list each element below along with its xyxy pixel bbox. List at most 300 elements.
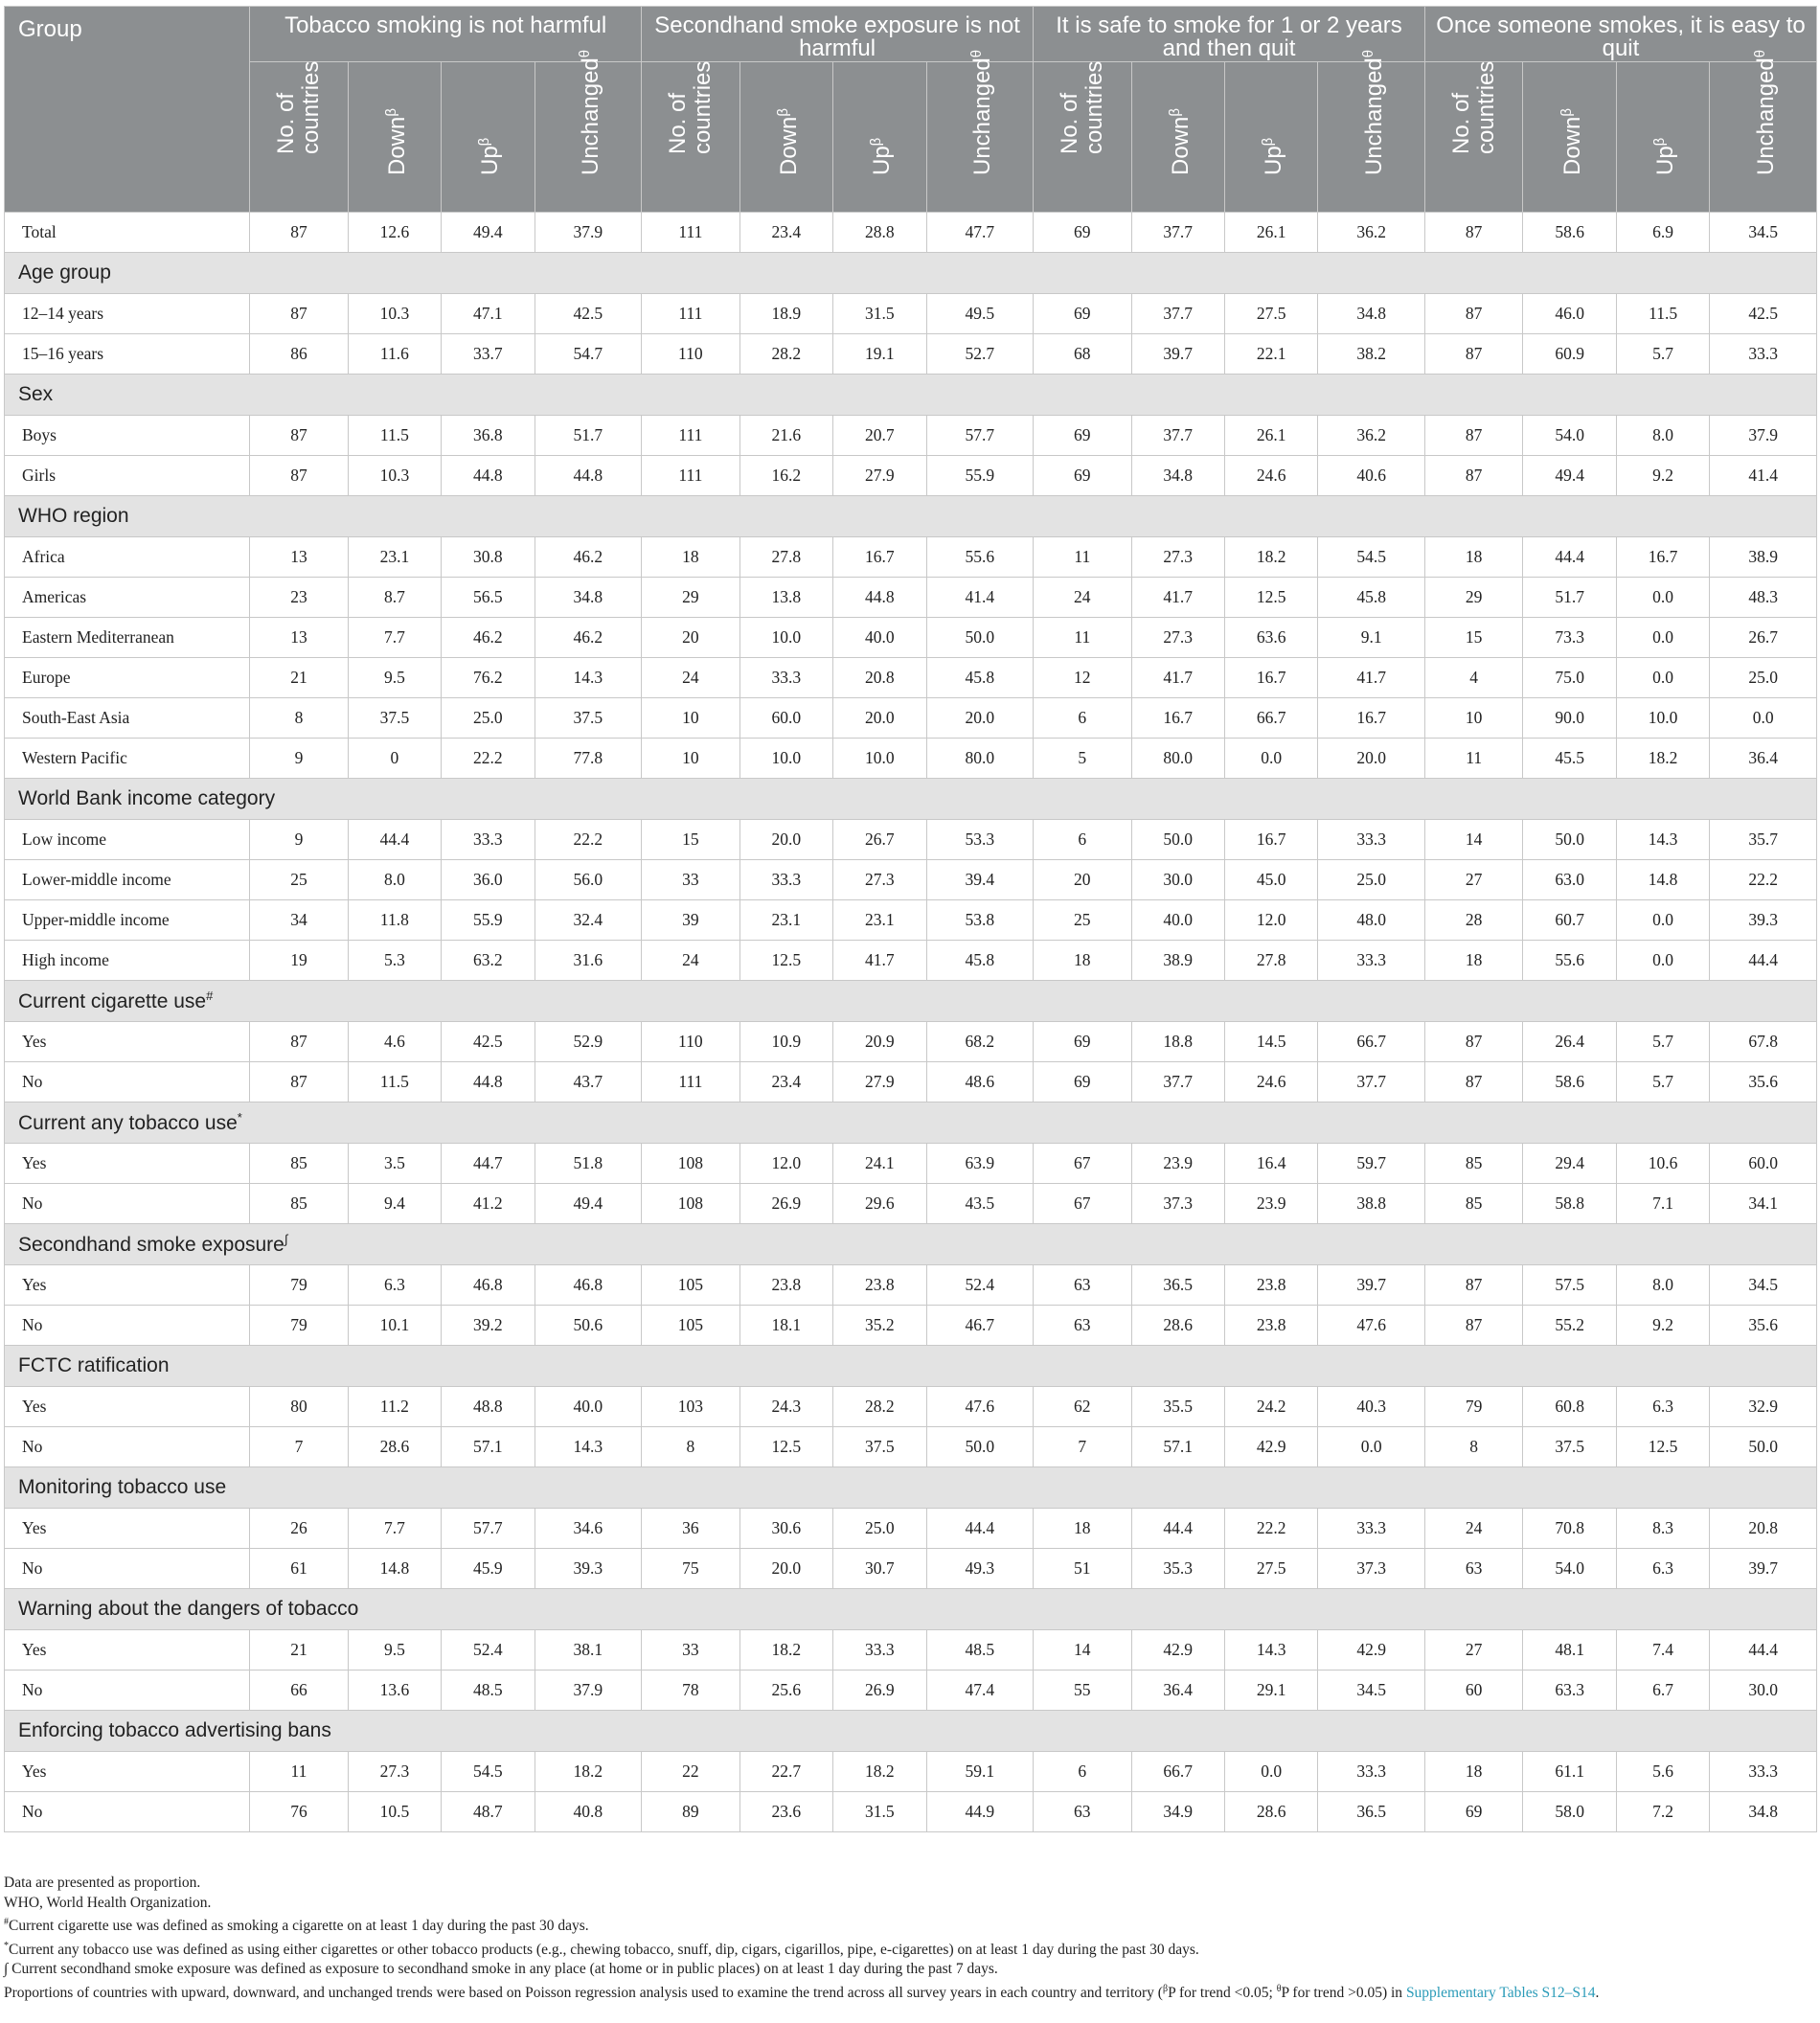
table-cell: 36.2	[1318, 213, 1425, 253]
supplementary-tables-link[interactable]: Supplementary Tables S12–S14	[1405, 1984, 1596, 2001]
table-cell: 0.0	[1616, 618, 1709, 658]
table-cell: 79	[1424, 1387, 1522, 1427]
table-cell: 85	[250, 1144, 348, 1184]
subcolumn-header	[1523, 62, 1616, 213]
table-row	[5, 416, 1817, 456]
table-cell: 8.0	[348, 860, 441, 900]
table-cell: 14	[1424, 820, 1522, 860]
table-cell: 69	[1034, 1022, 1131, 1062]
table-cell: 42.5	[442, 1022, 535, 1062]
table-cell: 20.0	[926, 698, 1034, 739]
table-cell: 79	[250, 1306, 348, 1346]
table-cell: 87	[1424, 1062, 1522, 1102]
table-cell: 5.7	[1616, 1022, 1709, 1062]
footnote-mark: β	[1162, 1983, 1169, 1994]
table-cell: 32.9	[1710, 1387, 1817, 1427]
footnote-mark: ∫	[4, 1961, 9, 1978]
table-cell: 29.6	[833, 1184, 926, 1224]
table-cell: 0.0	[1710, 698, 1817, 739]
table-cell: 16.7	[1318, 698, 1425, 739]
table-cell: 30.8	[442, 537, 535, 578]
section-title	[5, 1467, 1817, 1509]
table-cell: 28.2	[833, 1387, 926, 1427]
table-cell: 37.7	[1131, 213, 1224, 253]
table-cell: 37.7	[1318, 1062, 1425, 1102]
table-cell: 23.1	[739, 900, 832, 941]
table-cell: 38.2	[1318, 334, 1425, 375]
table-cell: 20	[642, 618, 739, 658]
table-cell: 16.7	[833, 537, 926, 578]
table-row	[5, 658, 1817, 698]
table-cell: 34.5	[1710, 1265, 1817, 1306]
table-cell: 53.3	[926, 820, 1034, 860]
table-cell: 9	[250, 820, 348, 860]
table-cell: 39.4	[926, 860, 1034, 900]
row-label: No	[5, 1062, 250, 1102]
table-cell: 58.6	[1523, 213, 1616, 253]
table-cell: 53.8	[926, 900, 1034, 941]
table-cell: 57.7	[926, 416, 1034, 456]
row-label: Girls	[5, 456, 250, 496]
table-cell: 87	[1424, 456, 1522, 496]
question-header: It is safe to smoke for 1 or 2 years and then quit	[1034, 7, 1425, 62]
table-cell: 110	[642, 334, 739, 375]
table-cell: 26.7	[1710, 618, 1817, 658]
table-row	[5, 1387, 1817, 1427]
table-cell: 8	[250, 698, 348, 739]
table-cell: 23.4	[739, 213, 832, 253]
subcolumn-header	[833, 62, 926, 213]
table-cell: 10.0	[833, 739, 926, 779]
table-cell: 23	[250, 578, 348, 618]
table-cell: 18	[1424, 941, 1522, 981]
row-label: 15–16 years	[5, 334, 250, 375]
section-row	[5, 496, 1817, 537]
table-cell: 15	[1424, 618, 1522, 658]
section-mark: #	[206, 989, 214, 1003]
table-cell: 41.2	[442, 1184, 535, 1224]
row-label: No	[5, 1184, 250, 1224]
table-cell: 22.2	[442, 739, 535, 779]
table-cell: 29	[1424, 578, 1522, 618]
table-cell: 63	[1034, 1265, 1131, 1306]
subcolumn-header	[1224, 62, 1317, 213]
table-cell: 37.9	[535, 213, 642, 253]
table-cell: 33.3	[1318, 1752, 1425, 1792]
table-cell: 31.5	[833, 1792, 926, 1832]
table-cell: 52.4	[442, 1630, 535, 1671]
table-cell: 24	[1034, 578, 1131, 618]
table-cell: 55.6	[1523, 941, 1616, 981]
table-cell: 48.3	[1710, 578, 1817, 618]
table-cell: 11	[1034, 618, 1131, 658]
table-row	[5, 1062, 1817, 1102]
table-cell: 42.9	[1318, 1630, 1425, 1671]
row-label: Yes	[5, 1509, 250, 1549]
row-label: Upper-middle income	[5, 900, 250, 941]
table-cell: 28.6	[1131, 1306, 1224, 1346]
table-cell: 8.0	[1616, 416, 1709, 456]
table-cell: 50.0	[1710, 1427, 1817, 1467]
table-cell: 0.0	[1318, 1427, 1425, 1467]
row-label: Yes	[5, 1144, 250, 1184]
table-cell: 34.5	[1710, 213, 1817, 253]
table-cell: 76	[250, 1792, 348, 1832]
table-cell: 27.5	[1224, 294, 1317, 334]
section-label: Warning about the dangers of tobacco	[18, 1598, 359, 1620]
table-cell: 18.1	[739, 1306, 832, 1346]
row-label: Yes	[5, 1387, 250, 1427]
table-cell: 111	[642, 456, 739, 496]
table-row	[5, 578, 1817, 618]
subcolumn-text: Down	[1167, 116, 1194, 175]
row-label: Yes	[5, 1265, 250, 1306]
table-cell: 52.9	[535, 1022, 642, 1062]
footnote-text: P for trend >0.05) in	[1281, 1984, 1406, 2001]
table-cell: 33.3	[833, 1630, 926, 1671]
table-cell: 7.4	[1616, 1630, 1709, 1671]
table-cell: 14.3	[1616, 820, 1709, 860]
table-cell: 44.4	[348, 820, 441, 860]
subcolumn-mark: θ	[1359, 49, 1376, 58]
table-cell: 60.9	[1523, 334, 1616, 375]
table-cell: 61	[250, 1549, 348, 1589]
subcolumn-text: No. of countries	[1056, 60, 1107, 154]
table-cell: 48.8	[442, 1387, 535, 1427]
table-cell: 50.6	[535, 1306, 642, 1346]
table-cell: 21.6	[739, 416, 832, 456]
table-cell: 26.1	[1224, 213, 1317, 253]
table-cell: 21	[250, 1630, 348, 1671]
table-cell: 18	[1424, 1752, 1522, 1792]
table-cell: 5.6	[1616, 1752, 1709, 1792]
table-cell: 27.9	[833, 456, 926, 496]
table-cell: 20.8	[833, 658, 926, 698]
table-cell: 66.7	[1224, 698, 1317, 739]
subcolumn-label	[1164, 108, 1193, 175]
subcolumn-mark: θ	[576, 49, 593, 58]
table-cell: 18	[1034, 941, 1131, 981]
table-cell: 12.5	[739, 1427, 832, 1467]
table-cell: 3.5	[348, 1144, 441, 1184]
table-row	[5, 618, 1817, 658]
table-cell: 49.5	[926, 294, 1034, 334]
row-label: Yes	[5, 1022, 250, 1062]
table-cell: 61.1	[1523, 1752, 1616, 1792]
table-cell: 34.8	[1131, 456, 1224, 496]
table-cell: 7.7	[348, 1509, 441, 1549]
table-cell: 0.0	[1616, 941, 1709, 981]
table-cell: 55	[1034, 1671, 1131, 1711]
table-row	[5, 334, 1817, 375]
table-cell: 24.6	[1224, 1062, 1317, 1102]
table-cell: 75	[642, 1549, 739, 1589]
table-cell: 33.3	[739, 658, 832, 698]
table-cell: 34.8	[1710, 1792, 1817, 1832]
table-cell: 33.3	[1710, 1752, 1817, 1792]
section-title	[5, 779, 1817, 820]
table-cell: 77.8	[535, 739, 642, 779]
table-cell: 5.7	[1616, 334, 1709, 375]
header-row-subcolumns	[5, 62, 1817, 213]
table-cell: 87	[250, 1022, 348, 1062]
table-cell: 7.2	[1616, 1792, 1709, 1832]
table-cell: 33.3	[1318, 820, 1425, 860]
section-row	[5, 1711, 1817, 1752]
table-cell: 12.5	[1616, 1427, 1709, 1467]
table-footnotes	[4, 1874, 1817, 2003]
table-cell: 46.2	[535, 537, 642, 578]
table-cell: 4	[1424, 658, 1522, 698]
table-row	[5, 1792, 1817, 1832]
subcolumn-header	[1424, 62, 1522, 213]
footnote-mark: #	[4, 1917, 9, 1927]
table-cell: 42.9	[1131, 1630, 1224, 1671]
table-cell: 37.5	[535, 698, 642, 739]
table-cell: 0.0	[1616, 900, 1709, 941]
table-cell: 47.6	[1318, 1306, 1425, 1346]
subcolumn-text: No. of countries	[1447, 60, 1499, 154]
table-cell: 45.8	[1318, 578, 1425, 618]
table-row	[5, 294, 1817, 334]
footnote-text: P for trend <0.05;	[1168, 1984, 1277, 2001]
table-cell: 20.9	[833, 1022, 926, 1062]
table-cell: 12	[1034, 658, 1131, 698]
footnote	[4, 1960, 1817, 1980]
table-cell: 50.0	[1131, 820, 1224, 860]
subcolumn-text: Down	[775, 116, 802, 175]
table-cell: 60.0	[1710, 1144, 1817, 1184]
table-cell: 34.5	[1318, 1671, 1425, 1711]
table-cell: 11	[1034, 537, 1131, 578]
table-cell: 39	[642, 900, 739, 941]
table-cell: 9.1	[1318, 618, 1425, 658]
row-label: Europe	[5, 658, 250, 698]
table-cell: 87	[1424, 1022, 1522, 1062]
subcolumn-mark: β	[1166, 108, 1183, 117]
table-cell: 44.8	[442, 456, 535, 496]
table-cell: 108	[642, 1144, 739, 1184]
subcolumn-label	[966, 50, 994, 175]
table-cell: 7.1	[1616, 1184, 1709, 1224]
table-cell: 66.7	[1318, 1022, 1425, 1062]
table-cell: 31.6	[535, 941, 642, 981]
table-cell: 63.3	[1523, 1671, 1616, 1711]
table-cell: 11	[250, 1752, 348, 1792]
row-label: No	[5, 1671, 250, 1711]
row-label: South-East Asia	[5, 698, 250, 739]
table-cell: 87	[250, 416, 348, 456]
table-cell: 87	[1424, 416, 1522, 456]
table-cell: 28.8	[833, 213, 926, 253]
table-cell: 29	[642, 578, 739, 618]
table-cell: 47.6	[926, 1387, 1034, 1427]
table-cell: 33.3	[1710, 334, 1817, 375]
subcolumn-header	[348, 62, 441, 213]
table-cell: 48.0	[1318, 900, 1425, 941]
table-cell: 10.0	[1616, 698, 1709, 739]
table-cell: 44.4	[1131, 1509, 1224, 1549]
table-cell: 89	[642, 1792, 739, 1832]
table-cell: 37.5	[1523, 1427, 1616, 1467]
subcolumn-label	[666, 39, 716, 154]
table-cell: 23.4	[739, 1062, 832, 1102]
table-cell: 76.2	[442, 658, 535, 698]
footnote-text: Current cigarette use was defined as smoking a cigarette on at least 1 day during the past 30 days.	[9, 1918, 589, 1935]
table-cell: 9.2	[1616, 456, 1709, 496]
table-cell: 43.5	[926, 1184, 1034, 1224]
table-cell: 40.8	[535, 1792, 642, 1832]
table-cell: 46.7	[926, 1306, 1034, 1346]
section-title	[5, 981, 1817, 1022]
table-cell: 68	[1034, 334, 1131, 375]
table-cell: 45.8	[926, 658, 1034, 698]
group-header: Group	[5, 7, 250, 213]
table-cell: 66.7	[1131, 1752, 1224, 1792]
row-label: Yes	[5, 1752, 250, 1792]
table-cell: 50.0	[1523, 820, 1616, 860]
table-cell: 6	[1034, 1752, 1131, 1792]
table-cell: 35.7	[1710, 820, 1817, 860]
table-cell: 16.7	[1224, 658, 1317, 698]
table-cell: 24	[642, 941, 739, 981]
table-cell: 6.9	[1616, 213, 1709, 253]
row-label: Yes	[5, 1630, 250, 1671]
table-cell: 60.8	[1523, 1387, 1616, 1427]
subcolumn-mark: β	[774, 108, 791, 117]
table-cell: 24.2	[1224, 1387, 1317, 1427]
subcolumn-label	[865, 138, 894, 175]
table-row	[5, 1427, 1817, 1467]
table-cell: 20.8	[1710, 1509, 1817, 1549]
table-cell: 41.7	[1131, 578, 1224, 618]
table-cell: 57.1	[1131, 1427, 1224, 1467]
table-cell: 34	[250, 900, 348, 941]
subcolumn-text: Up	[1652, 146, 1679, 175]
row-label: Lower-middle income	[5, 860, 250, 900]
table-cell: 41.7	[1318, 658, 1425, 698]
table-cell: 63	[1034, 1792, 1131, 1832]
table-cell: 110	[642, 1022, 739, 1062]
table-cell: 49.4	[442, 213, 535, 253]
table-cell: 11.8	[348, 900, 441, 941]
table-cell: 7	[1034, 1427, 1131, 1467]
subcolumn-label	[1749, 50, 1778, 175]
table-cell: 20.0	[1318, 739, 1425, 779]
table-row	[5, 456, 1817, 496]
subcolumn-text: Up	[869, 146, 896, 175]
table-cell: 5	[1034, 739, 1131, 779]
table-row	[5, 1265, 1817, 1306]
table-cell: 25.0	[833, 1509, 926, 1549]
subcolumn-mark: θ	[1751, 49, 1768, 58]
table-cell: 14.5	[1224, 1022, 1317, 1062]
table-cell: 34.9	[1131, 1792, 1224, 1832]
table-cell: 33.7	[442, 334, 535, 375]
section-title	[5, 1711, 1817, 1752]
table-cell: 14.8	[1616, 860, 1709, 900]
table-row	[5, 1022, 1817, 1062]
table-row	[5, 1671, 1817, 1711]
table-cell: 27.3	[348, 1752, 441, 1792]
table-cell: 41.7	[1131, 658, 1224, 698]
table-cell: 25.0	[1318, 860, 1425, 900]
table-cell: 44.7	[442, 1144, 535, 1184]
row-label: Western Pacific	[5, 739, 250, 779]
table-cell: 13	[250, 618, 348, 658]
subcolumn-header	[442, 62, 535, 213]
table-cell: 57.5	[1523, 1265, 1616, 1306]
table-cell: 18	[1034, 1509, 1131, 1549]
section-row	[5, 1467, 1817, 1509]
row-label: No	[5, 1792, 250, 1832]
table-cell: 37.9	[1710, 416, 1817, 456]
subcolumn-header	[535, 49, 642, 213]
section-label: WHO region	[18, 505, 129, 527]
subcolumn-mark: β	[1260, 137, 1277, 147]
table-cell: 18.9	[739, 294, 832, 334]
table-cell: 87	[250, 294, 348, 334]
table-cell: 30.7	[833, 1549, 926, 1589]
section-row	[5, 253, 1817, 294]
table-cell: 0.0	[1616, 658, 1709, 698]
table-cell: 13	[250, 537, 348, 578]
table-cell: 24.6	[1224, 456, 1317, 496]
section-label: FCTC ratification	[18, 1354, 170, 1376]
subcolumn-mark: β	[1558, 108, 1575, 117]
table-cell: 28.2	[739, 334, 832, 375]
table-cell: 10.6	[1616, 1144, 1709, 1184]
table-cell: 35.6	[1710, 1306, 1817, 1346]
table-cell: 19	[250, 941, 348, 981]
table-cell: 25.6	[739, 1671, 832, 1711]
table-cell: 0.0	[1224, 739, 1317, 779]
table-row	[5, 941, 1817, 981]
footnote: Data are presented as proportion.	[4, 1875, 201, 1891]
table-cell: 27.3	[1131, 618, 1224, 658]
table-cell: 28.6	[1224, 1792, 1317, 1832]
table-cell: 23.1	[348, 537, 441, 578]
table-body	[5, 213, 1817, 1832]
table-cell: 38.8	[1318, 1184, 1425, 1224]
footnote	[4, 1937, 1817, 1961]
table-row	[5, 1752, 1817, 1792]
table-cell: 27.8	[739, 537, 832, 578]
table-cell: 18.2	[535, 1752, 642, 1792]
table-cell: 16.4	[1224, 1144, 1317, 1184]
table-cell: 66	[250, 1671, 348, 1711]
table-cell: 111	[642, 416, 739, 456]
table-container	[4, 6, 1817, 1832]
section-title	[5, 1224, 1817, 1265]
table-cell: 13.6	[348, 1671, 441, 1711]
table-row	[5, 900, 1817, 941]
table-cell: 6	[1034, 820, 1131, 860]
question-header: Tobacco smoking is not harmful	[250, 7, 642, 62]
table-cell: 25.0	[1710, 658, 1817, 698]
table-cell: 18.8	[1131, 1022, 1224, 1062]
table-cell: 46.2	[535, 618, 642, 658]
table-cell: 87	[1424, 1306, 1522, 1346]
table-cell: 87	[1424, 213, 1522, 253]
subcolumn-header	[1131, 62, 1224, 213]
table-cell: 35.5	[1131, 1387, 1224, 1427]
table-cell: 4.6	[348, 1022, 441, 1062]
table-cell: 33.3	[739, 860, 832, 900]
subcolumn-label	[473, 138, 502, 175]
table-cell: 45.5	[1523, 739, 1616, 779]
table-cell: 51.7	[535, 416, 642, 456]
